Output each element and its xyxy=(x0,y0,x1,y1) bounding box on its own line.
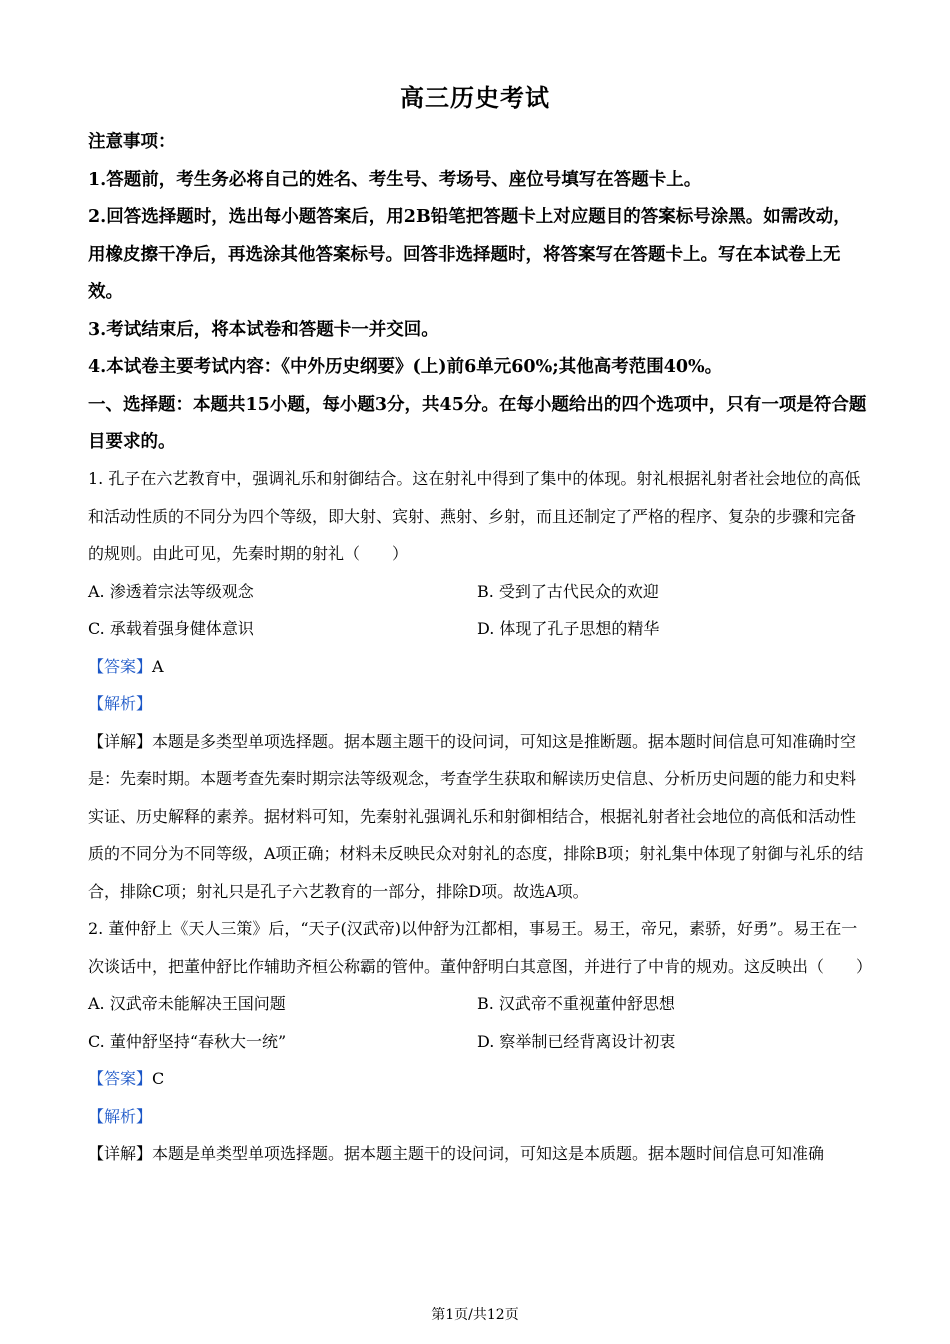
answer-value: A xyxy=(152,656,164,676)
option-b: B. 受到了古代民众的欢迎 xyxy=(477,581,659,601)
notes-heading: 注意事项： xyxy=(88,132,176,152)
page-footer: 第1页/共12页 xyxy=(431,1307,519,1323)
option-d: D. 察举制已经背离设计初衷 xyxy=(477,1031,676,1051)
note-item: 4.本试卷主要考试内容：《中外历史纲要》(上)前6单元60%;其他高考范围40%。 xyxy=(88,357,723,377)
detail-line xyxy=(88,723,868,911)
answer-line xyxy=(88,648,868,686)
exam-notes xyxy=(88,124,868,462)
option-c: C. 承载着强身健体意识 xyxy=(88,619,254,638)
analysis-label: 【解析】 xyxy=(88,694,153,713)
analysis-label: 【解析】 xyxy=(88,1106,153,1126)
detail-label: 【详解】 xyxy=(88,731,153,751)
page-title: 高三历史考试 xyxy=(400,83,550,112)
option-b: B. 汉武帝不重视董仲舒思想 xyxy=(477,994,675,1013)
answer-value: C xyxy=(152,1069,165,1088)
detail-label: 【详解】 xyxy=(88,1144,153,1163)
note-item: 3.考试结束后，将本试卷和答题卡一并交回。 xyxy=(88,319,439,340)
detail-line xyxy=(88,1135,868,1173)
option-d: D. 体现了孔子思想的精华 xyxy=(477,619,660,638)
question-options xyxy=(88,985,868,1060)
note-item: 1.答题前，考生务必将自己的姓名、考生号、考场号、座位号填写在答题卡上。 xyxy=(88,169,702,190)
note-item: 2.回答选择题时，选出每小题答案后，用2B铅笔把答题卡上对应题目的答案标号涂黑。如需改动，用橡皮擦干净后，再选涂其他答案标号。回答非选择题时，将答案写在答题卡上。写在本试卷上无效。 xyxy=(88,207,851,302)
questions-body xyxy=(88,460,873,1173)
question-stem: 1. 孔子在六艺教育中，强调礼乐和射御结合。这在射礼中得到了集中的体现。射礼根据礼射者社会地位的高低和活动性质的不同分为四个等级，即大射、宾射、燕射、乡射，而且还制定了严格的程序、复杂的步骤和完备的规则。由此可见，先秦时期的射礼（ ） xyxy=(88,469,861,563)
answer-line xyxy=(88,1060,868,1098)
question-stem: 2. 董仲舒上《天人三策》后，“天子(汉武帝)以仲舒为江都相，事易王。易王，帝兄，素骄，好勇”。易王在一次谈话中，把董仲舒比作辅助齐桓公称霸的管仲。董仲舒明白其意图，并进行了中肯的规劝。这反映出（ ） xyxy=(88,919,873,976)
answer-label: 【答案】 xyxy=(88,656,153,676)
option-c: C. 董仲舒坚持“春秋大一统” xyxy=(88,1031,287,1051)
answer-label: 【答案】 xyxy=(88,1069,153,1088)
analysis-line xyxy=(88,1098,868,1136)
detail-text: 本题是单类型单项选择题。据本题主题干的设问词，可知这是本质题。据本题时间信息可知准确 xyxy=(152,1144,825,1163)
analysis-line xyxy=(88,685,868,723)
question-options xyxy=(88,573,868,648)
option-a: A. 渗透着宗法等级观念 xyxy=(88,581,254,601)
option-a: A. 汉武帝未能解决王国问题 xyxy=(88,994,286,1013)
section-heading: 一、选择题：本题共15小题，每小题3分，共45分。在每小题给出的四个选项中，只有一项是符合题目要求的。 xyxy=(88,394,867,452)
detail-text: 本题是多类型单项选择题。据本题主题干的设问词，可知这是推断题。据本题时间信息可知准确时空是：先秦时期。本题考查先秦时期宗法等级观念，考查学生获取和解读历史信息、分析历史问题的能力和史料实证、历史解释的素养。据材料可知，先秦射礼强调礼乐和射御相结合，根据礼射者社会地位的高低和活动性质的不同分为不同等级，A项正确；材料未反映民众对射礼的态度，排除B项；射礼集中体现了射御与礼乐的结合，排除C项；射礼只是孔子六艺教育的一部分，排除D项。故选A项。 xyxy=(88,731,864,901)
